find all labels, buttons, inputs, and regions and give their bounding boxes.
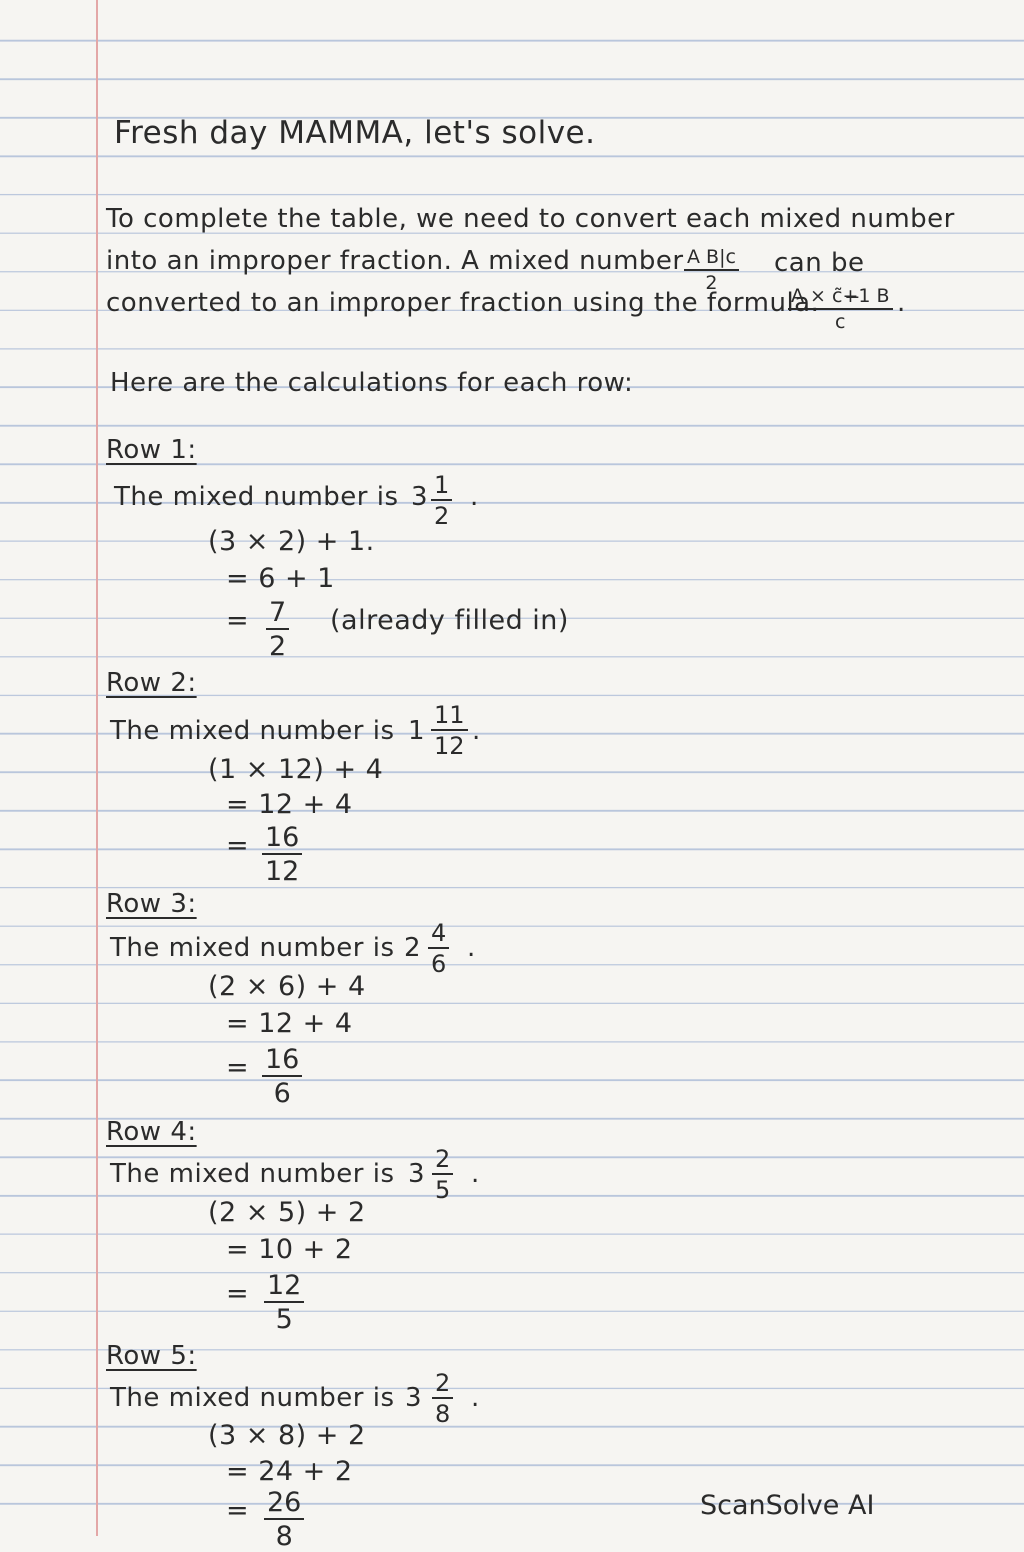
row-5-result — [264, 1489, 304, 1550]
intro-line-2: into an improper fraction. A mixed number — [106, 246, 684, 276]
row-2-result — [262, 824, 302, 885]
row-2-fraction — [431, 703, 468, 758]
row-1-step-2: = 6 + 1 — [226, 563, 335, 594]
row-1-result-numerator: 7 — [266, 599, 289, 630]
row-4-result-denominator: 5 — [275, 1304, 293, 1335]
formula-denominator: c — [835, 311, 846, 333]
row-3-step-1: (2 × 6) + 4 — [208, 971, 366, 1002]
row-5-result-numerator: 26 — [264, 1489, 304, 1520]
row-4-intro: The mixed number is — [110, 1159, 395, 1189]
row-3-numerator: 4 — [428, 921, 449, 949]
row-1-note: (already filled in) — [330, 605, 569, 636]
row-3-result-denominator: 6 — [273, 1078, 291, 1109]
row-2-heading: Row 2: — [106, 668, 197, 698]
row-4-equals: = — [226, 1278, 250, 1309]
row-4-result — [264, 1272, 304, 1333]
row-4-fraction — [432, 1147, 453, 1202]
row-1-step-1: (3 × 2) + 1. — [208, 526, 375, 557]
row-4-step-2: = 10 + 2 — [226, 1234, 353, 1265]
greeting: Fresh day MAMMA, let's solve. — [114, 115, 596, 151]
row-4-denominator: 5 — [435, 1176, 451, 1204]
row-5-step-2: = 24 + 2 — [226, 1456, 353, 1487]
row-2-equals: = — [226, 830, 250, 861]
row-2-denominator: 12 — [434, 732, 465, 760]
row-5-period: . — [471, 1383, 480, 1413]
row-2-intro: The mixed number is — [110, 716, 395, 746]
row-3-result — [262, 1046, 302, 1107]
row-3-intro: The mixed number is — [110, 933, 395, 963]
row-4-heading: Row 4: — [106, 1117, 197, 1147]
row-2-numerator: 11 — [431, 703, 468, 731]
row-5-result-denominator: 8 — [275, 1521, 293, 1552]
formula-period: . — [897, 288, 906, 318]
row-3-whole: 2 — [404, 933, 422, 963]
mixed-notation-top: A B|c — [684, 248, 739, 271]
row-1-result-denominator: 2 — [269, 631, 287, 662]
intro-line-2-end: can be — [774, 248, 865, 278]
row-1-denominator: 2 — [434, 502, 450, 530]
row-2-step-1: (1 × 12) + 4 — [208, 754, 384, 785]
row-5-equals: = — [226, 1495, 250, 1526]
row-5-heading: Row 5: — [106, 1341, 197, 1371]
conversion-formula — [788, 287, 893, 332]
row-5-intro: The mixed number is — [110, 1383, 395, 1413]
row-1-heading: Row 1: — [106, 435, 197, 465]
notebook-margin-line — [96, 0, 98, 1536]
mixed-notation-bottom: 2 — [705, 272, 718, 294]
row-3-result-numerator: 16 — [262, 1046, 302, 1077]
intro-line-1: To complete the table, we need to convert each mixed number — [106, 204, 955, 234]
row-5-whole: 3 — [405, 1383, 423, 1413]
row-2-step-2: = 12 + 4 — [226, 789, 353, 820]
row-4-result-numerator: 12 — [264, 1272, 304, 1303]
formula-numerator: A × c̃+̶1 B — [788, 287, 893, 310]
row-3-denominator: 6 — [431, 950, 447, 978]
row-4-period: . — [471, 1159, 480, 1189]
row-4-step-1: (2 × 5) + 2 — [208, 1197, 366, 1228]
row-2-whole: 1 — [408, 716, 426, 746]
intro-line-3: converted to an improper fraction using the formula. — [106, 288, 820, 318]
row-4-numerator: 2 — [432, 1147, 453, 1175]
row-2-result-denominator: 12 — [265, 856, 300, 887]
row-5-numerator: 2 — [432, 1371, 453, 1399]
row-1-fraction — [431, 473, 452, 528]
brand-watermark: ScanSolve AI — [700, 1490, 875, 1521]
row-2-period: . — [472, 716, 481, 746]
row-3-equals: = — [226, 1052, 250, 1083]
row-3-step-2: = 12 + 4 — [226, 1008, 353, 1039]
row-3-fraction — [428, 921, 449, 976]
row-3-period: . — [467, 933, 476, 963]
row-4-whole: 3 — [408, 1159, 426, 1189]
row-1-period: . — [470, 482, 479, 512]
calculations-intro: Here are the calculations for each row: — [110, 368, 634, 398]
row-2-result-numerator: 16 — [262, 824, 302, 855]
row-1-equals: = — [226, 605, 250, 636]
row-1-numerator: 1 — [431, 473, 452, 501]
row-3-heading: Row 3: — [106, 889, 197, 919]
mixed-number-notation — [684, 248, 739, 293]
row-5-fraction — [432, 1371, 453, 1426]
row-1-result — [266, 599, 289, 660]
row-1-intro: The mixed number is — [114, 482, 399, 512]
row-5-denominator: 8 — [435, 1400, 451, 1428]
row-1-whole: 3 — [411, 482, 429, 512]
row-5-step-1: (3 × 8) + 2 — [208, 1420, 366, 1451]
